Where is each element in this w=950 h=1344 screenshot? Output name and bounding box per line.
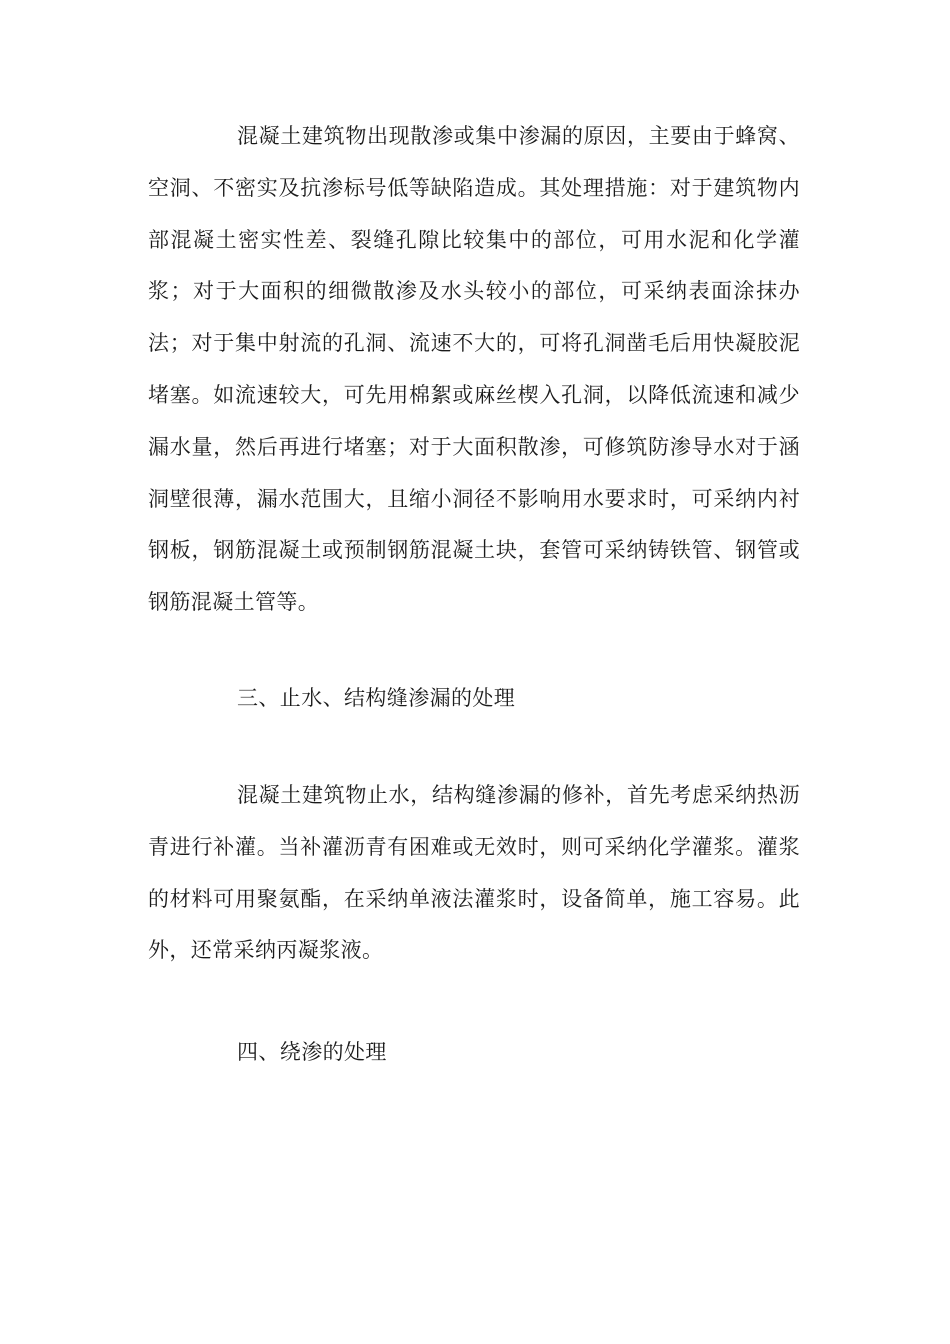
body-paragraph-concrete-seepage: 混凝土建筑物出现散渗或集中渗漏的原因，主要由于蜂窝、空洞、不密实及抗渗标号低等缺陷造成。其处理措施：对于建筑物内部混凝土密实性差、裂缝孔隙比较集中的部位，可用水泥和化学灌浆；对于大面积的细微散渗及水头较小的部位，可采纳表面涂抹办法；对于集中射流的孔洞、流速不大的，可将孔洞凿毛后用快凝胶泥堵塞。如流速较大，可先用棉絮或麻丝楔入孔洞，以降低流速和减少漏水量，然后再进行堵塞；对于大面积散渗，可修筑防渗导水对于涵洞壁很薄，漏水范围大，且缩小洞径不影响用水要求时，可采纳内衬钢板，钢筋混凝土或预制钢筋混凝土块，套管可采纳铸铁管、钢管或钢筋混凝土管等。 (148, 124, 800, 615)
section-heading-bypass-seepage: 四、绕渗的处理 (237, 1040, 387, 1064)
body-paragraph-joint-repair: 混凝土建筑物止水，结构缝渗漏的修补，首先考虑采纳热沥青进行补灌。当补灌沥青有困难或无效时，则可采纳化学灌浆。灌浆的材料可用聚氨酯，在采纳单液法灌浆时，设备简单，施工容易。此外，还常采纳丙凝浆液。 (148, 783, 800, 963)
section-heading-joint-leakage: 三、止水、结构缝渗漏的处理 (237, 686, 516, 710)
